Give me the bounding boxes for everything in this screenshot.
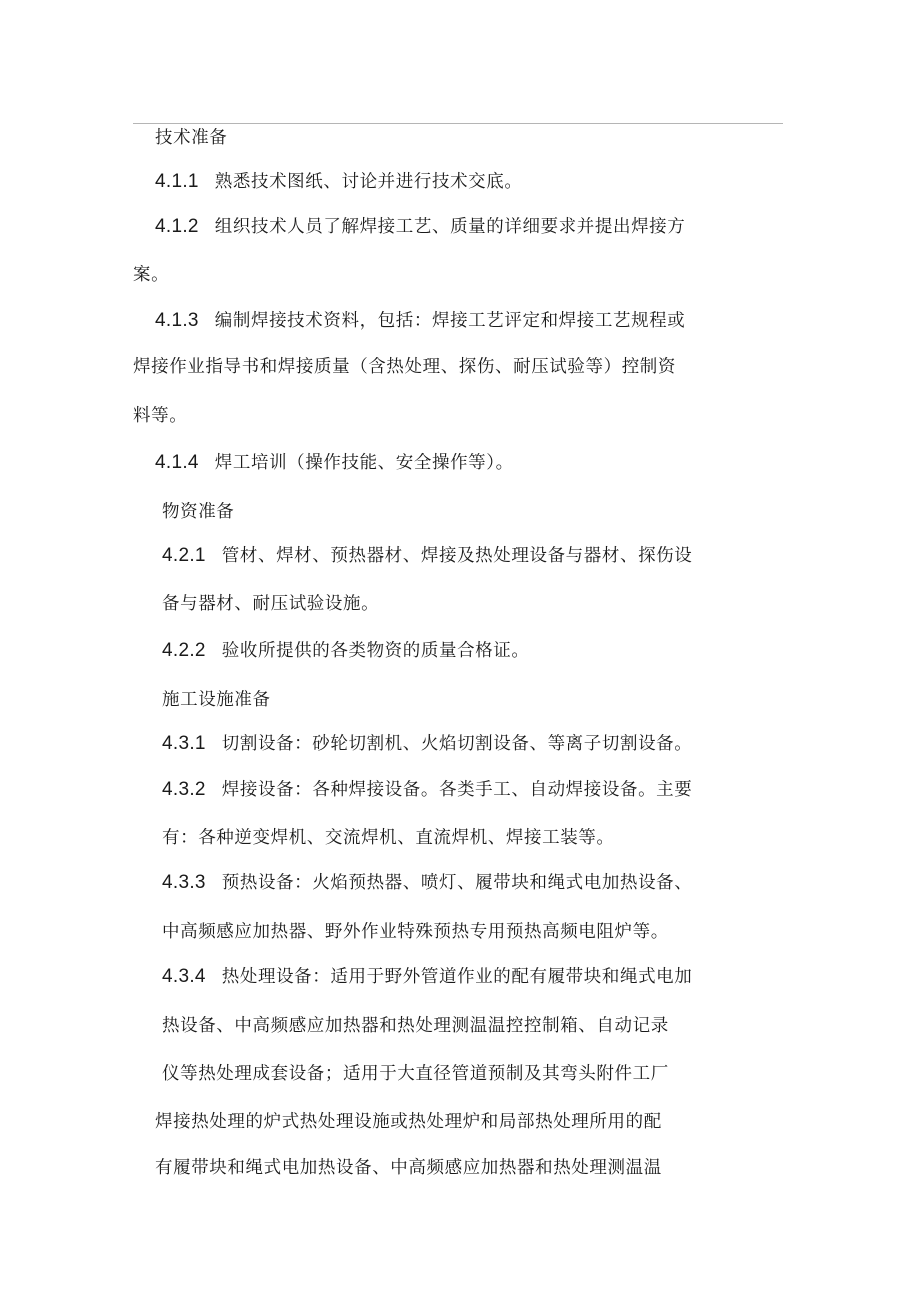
- item-4-2-2: 4.2.2 验收所提供的各类物资的质量合格证。: [162, 640, 530, 661]
- item-4-2-1: 4.2.1 管材、焊材、预热器材、焊接及热处理设备与器材、探伤设: [162, 545, 693, 566]
- item-4-3-3-cont: 中高频感应加热器、野外作业特殊预热专用预热高频电阻炉等。: [162, 922, 669, 942]
- item-4-1-3-cont: 焊接作业指导书和焊接质量（含热处理、探伤、耐压试验等）控制资: [133, 357, 676, 377]
- item-number: 4.1.1: [155, 171, 199, 192]
- item-number: 4.3.1: [162, 733, 206, 754]
- item-number: 4.1.4: [155, 452, 199, 473]
- item-4-3-4: 4.3.4 热处理设备：适用于野外管道作业的配有履带块和绳式电加: [162, 966, 693, 987]
- item-number: 4.2.2: [162, 640, 206, 661]
- item-4-1-4: 4.1.4 焊工培训（操作技能、安全操作等）。: [155, 452, 514, 473]
- item-4-3-4-cont4: 有履带块和绳式电加热设备、中高频感应加热器和热处理测温温: [155, 1158, 662, 1178]
- item-4-3-3: 4.3.3 预热设备：火焰预热器、喷灯、履带块和绳式电加热设备、: [162, 872, 693, 893]
- item-4-1-2-cont: 案。: [133, 265, 170, 285]
- item-4-3-4-cont: 热设备、中高频感应加热器和热处理测温温控控制箱、自动记录: [162, 1016, 669, 1036]
- item-4-2-1-cont: 备与器材、耐压试验设施。: [162, 594, 380, 614]
- item-4-3-1: 4.3.1 切割设备：砂轮切割机、火焰切割设备、等离子切割设备。: [162, 733, 693, 754]
- item-number: 4.3.3: [162, 872, 206, 893]
- item-4-1-1: 4.1.1 熟悉技术图纸、讨论并进行技术交底。: [155, 171, 523, 192]
- item-4-3-4-cont3: 焊接热处理的炉式热处理设施或热处理炉和局部热处理所用的配: [155, 1112, 662, 1132]
- item-4-1-3-cont2: 料等。: [133, 406, 188, 426]
- item-4-3-2-cont: 有：各种逆变焊机、交流焊机、直流焊机、焊接工装等。: [162, 828, 615, 848]
- section-heading-facilities: 施工设施准备: [162, 690, 271, 710]
- item-4-1-3: 4.1.3 编制焊接技术资料，包括：焊接工艺评定和焊接工艺规程或: [155, 310, 686, 331]
- item-number: 4.3.2: [162, 779, 206, 800]
- item-4-1-2: 4.1.2 组织技术人员了解焊接工艺、质量的详细要求并提出焊接方: [155, 216, 686, 237]
- item-4-3-4-cont2: 仪等热处理成套设备；适用于大直径管道预制及其弯头附件工厂: [162, 1064, 669, 1084]
- header-rule: [133, 123, 783, 124]
- section-heading-technical: 技术准备: [155, 128, 228, 148]
- item-number: 4.1.3: [155, 310, 199, 331]
- item-number: 4.1.2: [155, 216, 199, 237]
- item-number: 4.3.4: [162, 966, 206, 987]
- item-4-3-2: 4.3.2 焊接设备：各种焊接设备。各类手工、自动焊接设备。主要: [162, 779, 693, 800]
- item-number: 4.2.1: [162, 545, 206, 566]
- section-heading-materials: 物资准备: [162, 502, 235, 522]
